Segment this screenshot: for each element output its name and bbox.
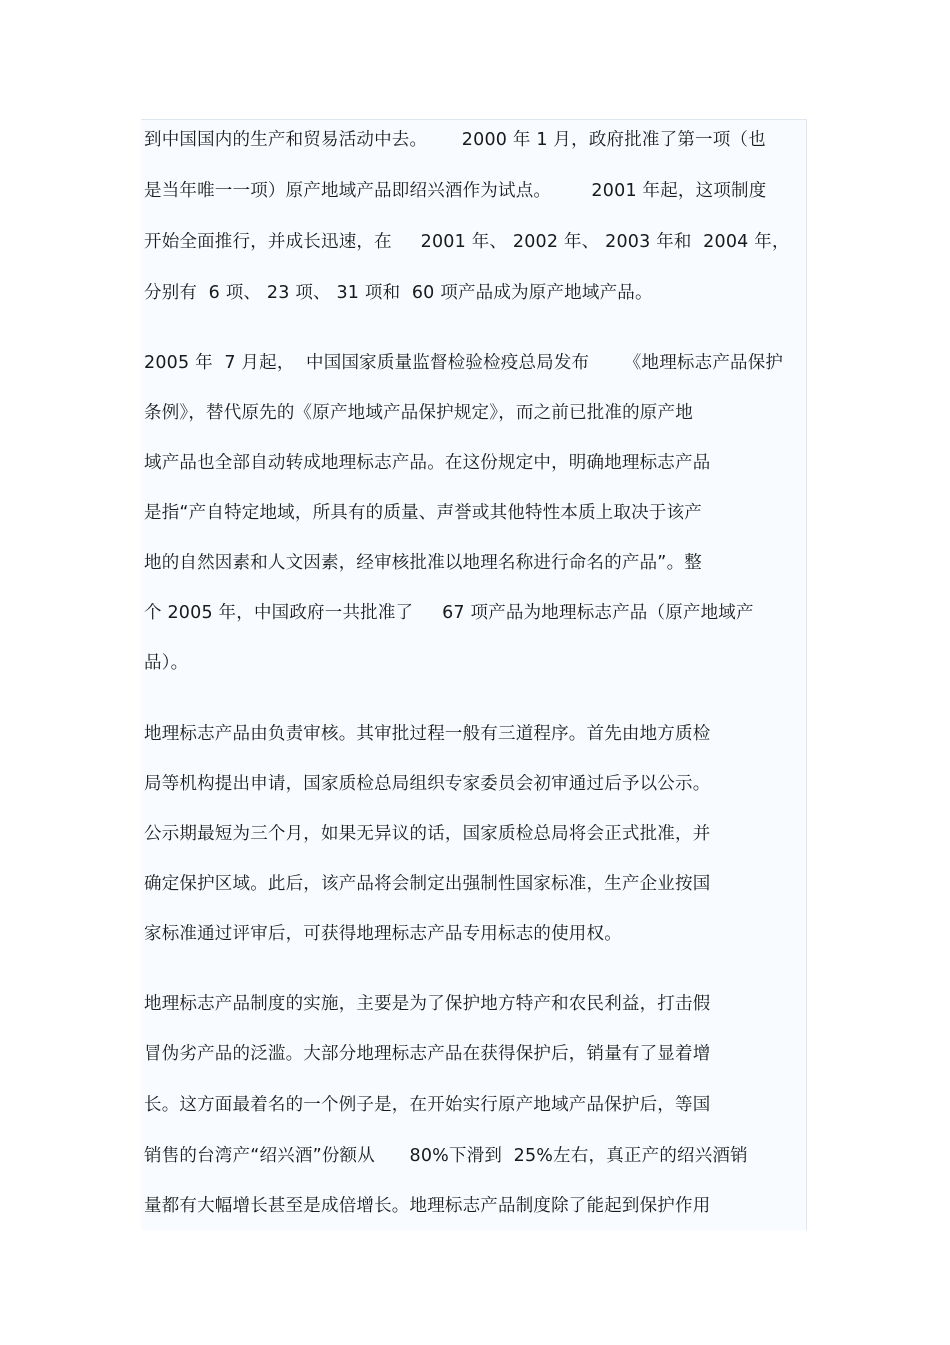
text-line: 地的自然因素和人文因素，经审核批准以地理名称进行命名的产品”。整 (144, 553, 702, 573)
text-line: 家标准通过评审后，可获得地理标志产品专用标志的使用权。 (144, 924, 622, 944)
text-line: 确定保护区域。此后，该产品将会制定出强制性国家标准，生产企业按国 (144, 874, 711, 894)
text-line: 长。这方面最着名的一个例子是，在开始实行原产地域产品保护后，等国 (144, 1095, 711, 1115)
text-line: 2005 年 7 月起， 中国国家质量监督检验检疫总局发布 《地理标志产品保护 (144, 353, 784, 373)
text-line: 域产品也全部自动转成地理标志产品。在这份规定中，明确地理标志产品 (144, 453, 711, 473)
text-line: 条例》，替代原先的《原产地域产品保护规定》，而之前已批准的原产地 (144, 403, 693, 423)
text-line: 地理标志产品制度的实施，主要是为了保护地方特产和农民利益，打击假 (144, 994, 711, 1014)
text-line: 开始全面推行，并成长迅速，在 2001 年、 2002 年、 2003 年和 2004 年， (144, 232, 790, 252)
text-line: 冒伪劣产品的泛滥。大部分地理标志产品在获得保护后，销量有了显着增 (144, 1044, 711, 1064)
text-line: 局等机构提出申请，国家质检总局组织专家委员会初审通过后予以公示。 (144, 774, 711, 794)
text-line: 个 2005 年，中国政府一共批准了 67 项产品为地理标志产品（原产地域产 (144, 603, 754, 623)
text-line: 是当年唯一一项）原产地域产品即绍兴酒作为试点。 2001 年起，这项制度 (144, 181, 767, 201)
text-line: 是指“产自特定地域，所具有的质量、声誉或其他特性本质上取决于该产 (144, 503, 702, 523)
text-line: 到中国国内的生产和贸易活动中去。 2000 年 1 月，政府批准了第一项（也 (144, 130, 766, 150)
text-line: 销售的台湾产“绍兴酒”份额从 80%下滑到 25%左右，真正产的绍兴酒销 (144, 1146, 748, 1166)
text-line: 分别有 6 项、 23 项、 31 项和 60 项产品成为原产地域产品。 (144, 283, 653, 303)
text-line: 公示期最短为三个月，如果无异议的话，国家质检总局将会正式批准，并 (144, 824, 711, 844)
text-line: 量都有大幅增长甚至是成倍增长。地理标志产品制度除了能起到保护作用 (144, 1196, 711, 1216)
text-line: 地理标志产品由负责审核。其审批过程一般有三道程序。首先由地方质检 (144, 724, 711, 744)
text-line: 品）。 (144, 653, 189, 673)
